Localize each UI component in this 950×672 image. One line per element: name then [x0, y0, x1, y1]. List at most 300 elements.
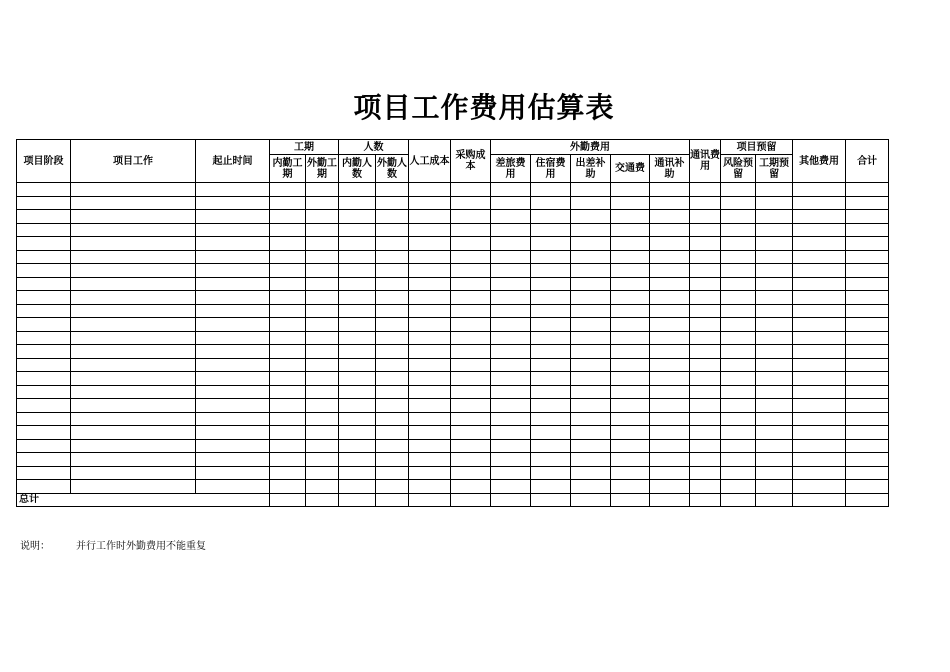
table-cell[interactable] — [409, 372, 451, 386]
table-cell[interactable] — [571, 358, 611, 372]
table-cell[interactable] — [756, 304, 793, 318]
table-cell[interactable] — [270, 358, 306, 372]
table-cell[interactable] — [196, 358, 270, 372]
table-cell[interactable] — [270, 466, 306, 480]
table-cell[interactable] — [17, 183, 71, 197]
table-cell[interactable] — [306, 223, 339, 237]
table-cell[interactable] — [409, 399, 451, 413]
table-cell[interactable] — [571, 291, 611, 305]
table-cell[interactable] — [451, 237, 491, 251]
table-cell[interactable] — [721, 331, 756, 345]
table-cell[interactable] — [71, 237, 196, 251]
table-cell[interactable] — [571, 250, 611, 264]
table-cell[interactable] — [270, 439, 306, 453]
table-cell[interactable] — [571, 196, 611, 210]
table-cell[interactable] — [196, 183, 270, 197]
table-cell[interactable] — [846, 426, 889, 440]
table-cell[interactable] — [451, 223, 491, 237]
table-cell[interactable] — [451, 466, 491, 480]
table-cell[interactable] — [491, 291, 531, 305]
table-cell[interactable] — [690, 480, 721, 494]
table-cell[interactable] — [793, 223, 846, 237]
table-cell[interactable] — [531, 372, 571, 386]
table-cell[interactable] — [721, 493, 756, 506]
table-cell[interactable] — [793, 210, 846, 224]
table-cell[interactable] — [306, 480, 339, 494]
table-cell[interactable] — [690, 183, 721, 197]
table-cell[interactable] — [491, 223, 531, 237]
table-cell[interactable] — [196, 277, 270, 291]
table-cell[interactable] — [571, 480, 611, 494]
table-cell[interactable] — [793, 331, 846, 345]
table-cell[interactable] — [650, 223, 690, 237]
table-cell[interactable] — [721, 480, 756, 494]
table-cell[interactable] — [270, 223, 306, 237]
table-cell[interactable] — [690, 385, 721, 399]
table-cell[interactable] — [611, 358, 650, 372]
table-cell[interactable] — [196, 385, 270, 399]
table-cell[interactable] — [721, 183, 756, 197]
table-cell[interactable] — [531, 345, 571, 359]
table-cell[interactable] — [339, 318, 376, 332]
table-cell[interactable] — [690, 358, 721, 372]
table-cell[interactable] — [846, 264, 889, 278]
table-cell[interactable] — [793, 493, 846, 506]
table-cell[interactable] — [650, 291, 690, 305]
table-cell[interactable] — [451, 372, 491, 386]
table-cell[interactable] — [611, 196, 650, 210]
table-cell[interactable] — [71, 183, 196, 197]
table-cell[interactable] — [756, 399, 793, 413]
table-cell[interactable] — [650, 358, 690, 372]
table-cell[interactable] — [793, 412, 846, 426]
table-cell[interactable] — [71, 385, 196, 399]
table-cell[interactable] — [491, 439, 531, 453]
table-cell[interactable] — [491, 277, 531, 291]
table-cell[interactable] — [196, 466, 270, 480]
table-cell[interactable] — [690, 493, 721, 506]
table-cell[interactable] — [409, 196, 451, 210]
table-cell[interactable] — [793, 277, 846, 291]
table-cell[interactable] — [650, 264, 690, 278]
table-cell[interactable] — [611, 412, 650, 426]
table-cell[interactable] — [339, 345, 376, 359]
table-cell[interactable] — [270, 196, 306, 210]
table-cell[interactable] — [196, 196, 270, 210]
table-cell[interactable] — [409, 453, 451, 467]
table-cell[interactable] — [339, 304, 376, 318]
table-cell[interactable] — [571, 399, 611, 413]
table-cell[interactable] — [690, 318, 721, 332]
table-cell[interactable] — [571, 466, 611, 480]
table-cell[interactable] — [409, 439, 451, 453]
table-cell[interactable] — [451, 183, 491, 197]
table-cell[interactable] — [376, 183, 409, 197]
table-cell[interactable] — [531, 291, 571, 305]
table-cell[interactable] — [793, 264, 846, 278]
table-cell[interactable] — [196, 426, 270, 440]
table-cell[interactable] — [531, 331, 571, 345]
table-cell[interactable] — [451, 412, 491, 426]
table-cell[interactable] — [690, 237, 721, 251]
table-cell[interactable] — [451, 250, 491, 264]
table-cell[interactable] — [17, 453, 71, 467]
table-cell[interactable] — [376, 480, 409, 494]
table-cell[interactable] — [270, 426, 306, 440]
table-cell[interactable] — [270, 412, 306, 426]
table-cell[interactable] — [756, 264, 793, 278]
table-cell[interactable] — [611, 304, 650, 318]
table-cell[interactable] — [571, 439, 611, 453]
table-cell[interactable] — [409, 412, 451, 426]
table-cell[interactable] — [846, 358, 889, 372]
table-cell[interactable] — [721, 277, 756, 291]
table-cell[interactable] — [611, 426, 650, 440]
table-cell[interactable] — [721, 399, 756, 413]
table-cell[interactable] — [376, 318, 409, 332]
table-cell[interactable] — [270, 385, 306, 399]
table-cell[interactable] — [491, 196, 531, 210]
table-cell[interactable] — [409, 291, 451, 305]
table-cell[interactable] — [71, 291, 196, 305]
table-cell[interactable] — [409, 183, 451, 197]
table-cell[interactable] — [196, 480, 270, 494]
table-cell[interactable] — [409, 480, 451, 494]
table-cell[interactable] — [196, 345, 270, 359]
table-cell[interactable] — [756, 372, 793, 386]
table-cell[interactable] — [571, 210, 611, 224]
table-cell[interactable] — [531, 210, 571, 224]
table-cell[interactable] — [409, 250, 451, 264]
table-cell[interactable] — [846, 237, 889, 251]
table-cell[interactable] — [306, 358, 339, 372]
table-cell[interactable] — [690, 277, 721, 291]
table-cell[interactable] — [690, 453, 721, 467]
table-cell[interactable] — [306, 439, 339, 453]
table-cell[interactable] — [339, 196, 376, 210]
table-cell[interactable] — [571, 385, 611, 399]
table-cell[interactable] — [531, 412, 571, 426]
table-cell[interactable] — [793, 439, 846, 453]
table-cell[interactable] — [71, 480, 196, 494]
table-cell[interactable] — [756, 466, 793, 480]
table-cell[interactable] — [306, 466, 339, 480]
table-cell[interactable] — [571, 372, 611, 386]
table-cell[interactable] — [846, 453, 889, 467]
table-cell[interactable] — [756, 223, 793, 237]
table-cell[interactable] — [611, 210, 650, 224]
table-cell[interactable] — [491, 318, 531, 332]
table-cell[interactable] — [71, 358, 196, 372]
table-cell[interactable] — [451, 304, 491, 318]
table-cell[interactable] — [17, 439, 71, 453]
table-cell[interactable] — [71, 399, 196, 413]
table-cell[interactable] — [71, 250, 196, 264]
table-cell[interactable] — [571, 318, 611, 332]
table-cell[interactable] — [196, 237, 270, 251]
table-cell[interactable] — [376, 250, 409, 264]
table-cell[interactable] — [846, 399, 889, 413]
table-cell[interactable] — [650, 385, 690, 399]
table-cell[interactable] — [611, 331, 650, 345]
table-cell[interactable] — [611, 466, 650, 480]
table-cell[interactable] — [611, 277, 650, 291]
table-cell[interactable] — [376, 304, 409, 318]
table-cell[interactable] — [306, 412, 339, 426]
table-cell[interactable] — [71, 439, 196, 453]
table-cell[interactable] — [571, 412, 611, 426]
table-cell[interactable] — [721, 453, 756, 467]
table-cell[interactable] — [306, 210, 339, 224]
table-cell[interactable] — [721, 196, 756, 210]
table-cell[interactable] — [793, 453, 846, 467]
table-cell[interactable] — [531, 223, 571, 237]
table-cell[interactable] — [846, 345, 889, 359]
table-cell[interactable] — [611, 223, 650, 237]
table-cell[interactable] — [690, 372, 721, 386]
table-cell[interactable] — [793, 304, 846, 318]
table-cell[interactable] — [409, 345, 451, 359]
table-cell[interactable] — [196, 264, 270, 278]
table-cell[interactable] — [491, 304, 531, 318]
table-cell[interactable] — [451, 358, 491, 372]
table-cell[interactable] — [306, 183, 339, 197]
table-cell[interactable] — [690, 291, 721, 305]
table-cell[interactable] — [71, 345, 196, 359]
table-cell[interactable] — [531, 493, 571, 506]
table-cell[interactable] — [270, 399, 306, 413]
table-cell[interactable] — [721, 291, 756, 305]
table-cell[interactable] — [17, 196, 71, 210]
table-cell[interactable] — [451, 291, 491, 305]
table-cell[interactable] — [451, 345, 491, 359]
table-cell[interactable] — [306, 345, 339, 359]
table-cell[interactable] — [793, 466, 846, 480]
table-cell[interactable] — [690, 223, 721, 237]
table-cell[interactable] — [793, 345, 846, 359]
table-cell[interactable] — [451, 277, 491, 291]
table-cell[interactable] — [650, 183, 690, 197]
table-cell[interactable] — [17, 372, 71, 386]
table-cell[interactable] — [409, 210, 451, 224]
table-cell[interactable] — [690, 264, 721, 278]
table-cell[interactable] — [611, 250, 650, 264]
table-cell[interactable] — [71, 453, 196, 467]
table-cell[interactable] — [756, 358, 793, 372]
table-cell[interactable] — [611, 399, 650, 413]
table-cell[interactable] — [491, 210, 531, 224]
table-cell[interactable] — [491, 250, 531, 264]
table-cell[interactable] — [793, 426, 846, 440]
table-cell[interactable] — [721, 223, 756, 237]
table-cell[interactable] — [721, 264, 756, 278]
table-cell[interactable] — [376, 196, 409, 210]
table-cell[interactable] — [756, 426, 793, 440]
table-cell[interactable] — [71, 372, 196, 386]
table-cell[interactable] — [196, 223, 270, 237]
table-cell[interactable] — [756, 250, 793, 264]
table-cell[interactable] — [756, 385, 793, 399]
table-cell[interactable] — [306, 264, 339, 278]
table-cell[interactable] — [531, 480, 571, 494]
table-cell[interactable] — [270, 183, 306, 197]
table-cell[interactable] — [846, 183, 889, 197]
table-cell[interactable] — [71, 331, 196, 345]
table-cell[interactable] — [339, 385, 376, 399]
table-cell[interactable] — [721, 372, 756, 386]
table-cell[interactable] — [71, 318, 196, 332]
table-cell[interactable] — [793, 196, 846, 210]
table-cell[interactable] — [17, 412, 71, 426]
table-cell[interactable] — [650, 399, 690, 413]
table-cell[interactable] — [339, 358, 376, 372]
table-cell[interactable] — [270, 250, 306, 264]
table-cell[interactable] — [846, 210, 889, 224]
table-cell[interactable] — [376, 331, 409, 345]
table-cell[interactable] — [17, 277, 71, 291]
table-cell[interactable] — [17, 250, 71, 264]
table-cell[interactable] — [17, 304, 71, 318]
table-cell[interactable] — [721, 412, 756, 426]
table-cell[interactable] — [451, 426, 491, 440]
table-cell[interactable] — [531, 277, 571, 291]
table-cell[interactable] — [611, 480, 650, 494]
table-cell[interactable] — [306, 453, 339, 467]
table-cell[interactable] — [491, 480, 531, 494]
table-cell[interactable] — [571, 493, 611, 506]
table-cell[interactable] — [846, 291, 889, 305]
table-cell[interactable] — [650, 196, 690, 210]
table-cell[interactable] — [270, 453, 306, 467]
table-cell[interactable] — [339, 372, 376, 386]
table-cell[interactable] — [71, 196, 196, 210]
table-cell[interactable] — [571, 277, 611, 291]
table-cell[interactable] — [376, 237, 409, 251]
table-cell[interactable] — [611, 385, 650, 399]
table-cell[interactable] — [571, 304, 611, 318]
table-cell[interactable] — [531, 358, 571, 372]
table-cell[interactable] — [339, 250, 376, 264]
table-cell[interactable] — [491, 385, 531, 399]
table-cell[interactable] — [196, 439, 270, 453]
table-cell[interactable] — [846, 223, 889, 237]
table-cell[interactable] — [650, 210, 690, 224]
table-cell[interactable] — [611, 264, 650, 278]
table-cell[interactable] — [491, 345, 531, 359]
table-cell[interactable] — [270, 493, 306, 506]
table-cell[interactable] — [571, 223, 611, 237]
table-cell[interactable] — [531, 399, 571, 413]
table-cell[interactable] — [793, 399, 846, 413]
table-cell[interactable] — [756, 493, 793, 506]
table-cell[interactable] — [17, 291, 71, 305]
table-cell[interactable] — [451, 399, 491, 413]
table-cell[interactable] — [196, 318, 270, 332]
table-cell[interactable] — [306, 331, 339, 345]
table-cell[interactable] — [196, 412, 270, 426]
table-cell[interactable] — [756, 331, 793, 345]
table-cell[interactable] — [611, 439, 650, 453]
table-cell[interactable] — [690, 196, 721, 210]
table-cell[interactable] — [756, 345, 793, 359]
table-cell[interactable] — [270, 264, 306, 278]
table-cell[interactable] — [306, 196, 339, 210]
table-cell[interactable] — [650, 412, 690, 426]
table-cell[interactable] — [650, 277, 690, 291]
table-cell[interactable] — [196, 291, 270, 305]
table-cell[interactable] — [531, 385, 571, 399]
table-cell[interactable] — [721, 210, 756, 224]
table-cell[interactable] — [306, 277, 339, 291]
table-cell[interactable] — [270, 372, 306, 386]
table-cell[interactable] — [756, 210, 793, 224]
table-cell[interactable] — [17, 345, 71, 359]
table-cell[interactable] — [690, 399, 721, 413]
table-cell[interactable] — [409, 385, 451, 399]
table-cell[interactable] — [306, 399, 339, 413]
table-cell[interactable] — [376, 277, 409, 291]
table-cell[interactable] — [846, 466, 889, 480]
table-cell[interactable] — [571, 345, 611, 359]
table-cell[interactable] — [339, 277, 376, 291]
table-cell[interactable] — [17, 331, 71, 345]
table-cell[interactable] — [17, 385, 71, 399]
table-cell[interactable] — [270, 210, 306, 224]
table-cell[interactable] — [339, 237, 376, 251]
table-cell[interactable] — [690, 439, 721, 453]
table-cell[interactable] — [17, 264, 71, 278]
table-cell[interactable] — [690, 210, 721, 224]
table-cell[interactable] — [270, 304, 306, 318]
table-cell[interactable] — [71, 426, 196, 440]
table-cell[interactable] — [17, 358, 71, 372]
table-cell[interactable] — [846, 331, 889, 345]
table-cell[interactable] — [376, 291, 409, 305]
table-cell[interactable] — [650, 318, 690, 332]
table-cell[interactable] — [451, 439, 491, 453]
table-cell[interactable] — [376, 399, 409, 413]
table-cell[interactable] — [409, 358, 451, 372]
table-cell[interactable] — [690, 412, 721, 426]
table-cell[interactable] — [17, 466, 71, 480]
table-cell[interactable] — [756, 277, 793, 291]
table-cell[interactable] — [721, 250, 756, 264]
table-cell[interactable] — [306, 237, 339, 251]
table-cell[interactable] — [409, 493, 451, 506]
table-cell[interactable] — [650, 493, 690, 506]
table-cell[interactable] — [306, 426, 339, 440]
table-cell[interactable] — [339, 183, 376, 197]
table-cell[interactable] — [690, 345, 721, 359]
table-cell[interactable] — [756, 291, 793, 305]
table-cell[interactable] — [339, 223, 376, 237]
table-cell[interactable] — [531, 250, 571, 264]
table-cell[interactable] — [376, 264, 409, 278]
table-cell[interactable] — [196, 453, 270, 467]
table-cell[interactable] — [196, 399, 270, 413]
table-cell[interactable] — [451, 210, 491, 224]
table-cell[interactable] — [611, 453, 650, 467]
table-cell[interactable] — [376, 466, 409, 480]
table-cell[interactable] — [339, 264, 376, 278]
table-cell[interactable] — [71, 210, 196, 224]
table-cell[interactable] — [409, 277, 451, 291]
table-cell[interactable] — [71, 412, 196, 426]
table-cell[interactable] — [793, 237, 846, 251]
table-cell[interactable] — [409, 304, 451, 318]
table-cell[interactable] — [339, 399, 376, 413]
table-cell[interactable] — [17, 399, 71, 413]
